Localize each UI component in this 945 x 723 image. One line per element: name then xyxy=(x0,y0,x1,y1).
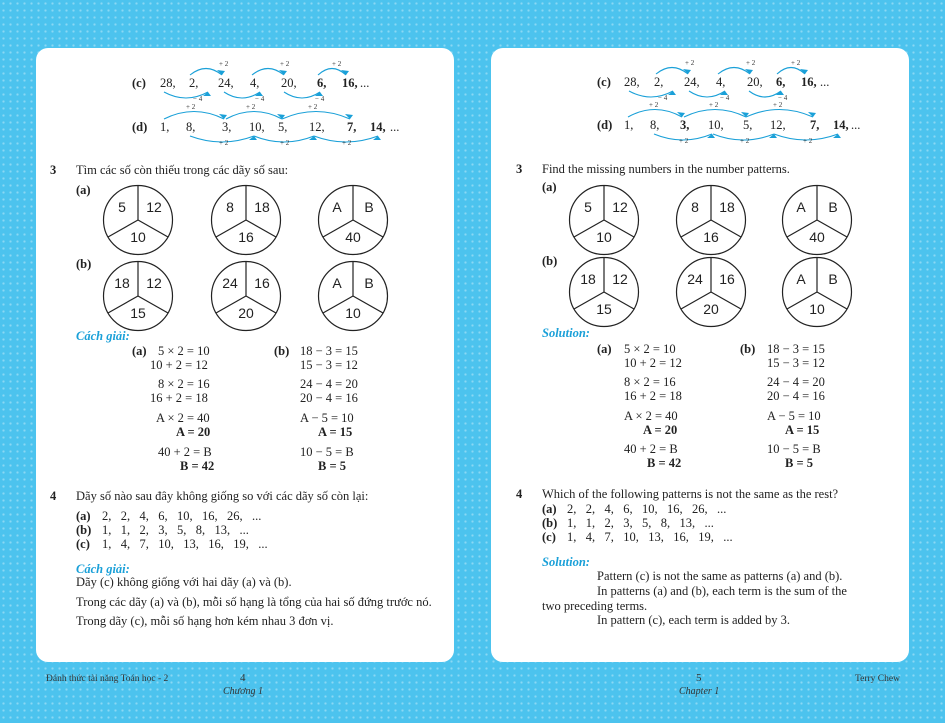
wheel-value: 24 xyxy=(222,275,238,291)
wheel-value: 18 xyxy=(719,199,735,215)
step-answer: B = 42 xyxy=(180,459,215,473)
wheel-value: 5 xyxy=(118,199,126,215)
solution-title: Cách giải: xyxy=(76,562,130,576)
wheel xyxy=(317,260,389,332)
solution-a-label: (a) xyxy=(132,344,147,358)
step-line: 10 − 5 = B xyxy=(767,442,821,456)
seq-c-bottom-label: − 4 xyxy=(315,95,325,103)
wheel-value: A xyxy=(796,199,806,215)
wheel xyxy=(675,256,747,328)
right-page xyxy=(491,48,909,662)
seq-c-bottom-label: − 4 xyxy=(193,95,203,103)
wheel-value: 12 xyxy=(612,199,628,215)
wheel-value: 10 xyxy=(130,229,146,245)
seq-d-term: 14, xyxy=(370,120,386,134)
seq-c-term: 28, xyxy=(160,76,176,90)
seq-d-bottom-label: + 2 xyxy=(803,137,813,145)
option-text: 2, 2, 4, 6, 10, 16, 26, ... xyxy=(567,502,727,516)
wheel-value: 12 xyxy=(146,275,162,291)
wheel xyxy=(317,184,389,256)
step-line: 15 − 3 = 12 xyxy=(300,358,358,372)
wheel-value: B xyxy=(828,199,838,215)
wheel-value: 16 xyxy=(238,229,254,245)
question-4-number: 4 xyxy=(516,487,523,501)
step-line: 18 − 3 = 15 xyxy=(767,342,825,356)
step-line: 16 + 2 = 18 xyxy=(150,391,208,405)
wheel-value: A xyxy=(332,275,342,291)
wheel-value: B xyxy=(828,271,838,287)
seq-d-bottom-label: + 2 xyxy=(740,137,750,145)
step-answer: B = 42 xyxy=(647,456,682,470)
solution-line: Trong các dãy (a) và (b), mỗi số hạng là tổng của hai số đứng trước nó. xyxy=(76,595,432,609)
wheel xyxy=(102,184,174,256)
wheel xyxy=(781,184,853,256)
seq-d-arrows xyxy=(491,48,909,168)
wheel-value: 16 xyxy=(719,271,735,287)
seq-c-term: 24, xyxy=(218,76,234,90)
question-3-number: 3 xyxy=(50,163,57,177)
step-line: 16 + 2 = 18 xyxy=(624,389,682,403)
step-line: 8 × 2 = 16 xyxy=(624,375,676,389)
solution-a-label: (a) xyxy=(597,342,612,356)
seq-c-bottom-label: − 4 xyxy=(658,94,668,102)
solution-line: In pattern (c), each term is added by 3. xyxy=(597,613,790,627)
question-4-number: 4 xyxy=(50,489,57,503)
footer-book-title: Đánh thức tài năng Toán học - 2 xyxy=(46,674,169,684)
seq-c-top-label: + 2 xyxy=(746,59,756,67)
wheel-value: 16 xyxy=(703,229,719,245)
seq-c-top-label: + 2 xyxy=(219,60,229,68)
question-3-text: Tìm các số còn thiếu trong các dãy số sau: xyxy=(76,163,289,177)
solution-title: Solution: xyxy=(542,555,590,569)
seq-c-bottom-label: − 4 xyxy=(720,94,730,102)
solution-line: Trong dãy (c), mỗi số hạng hơn kém nhau 3 đơn vị. xyxy=(76,614,334,628)
seq-d-top-label: + 2 xyxy=(186,103,196,111)
solution-line: two preceding terms. xyxy=(542,599,648,613)
question-3a-label: (a) xyxy=(76,183,91,197)
seq-d-term: 3, xyxy=(680,118,690,132)
wheel xyxy=(675,184,747,256)
seq-d-term: ... xyxy=(851,118,861,132)
seq-d-top-label: + 2 xyxy=(246,103,256,111)
seq-c-term: ... xyxy=(360,76,370,90)
seq-c-top-label: + 2 xyxy=(685,59,695,67)
solution-title: Solution: xyxy=(542,326,590,340)
seq-d-term: 7, xyxy=(347,120,357,134)
option-text: 1, 4, 7, 10, 13, 16, 19, ... xyxy=(102,537,268,551)
option-text: 1, 1, 2, 3, 5, 8, 13, ... xyxy=(567,516,714,530)
wheel-value: 18 xyxy=(580,271,596,287)
seq-d-top-label: + 2 xyxy=(709,101,719,109)
solution-b-label: (b) xyxy=(740,342,756,356)
seq-d-term: 1, xyxy=(624,118,634,132)
seq-d-term: 12, xyxy=(770,118,786,132)
solution-line: Dãy (c) không giống với hai dãy (a) và (b). xyxy=(76,575,292,589)
step-line: 40 + 2 = B xyxy=(158,445,212,459)
option-text: 1, 4, 7, 10, 13, 16, 19, ... xyxy=(567,530,733,544)
wheel-value: 10 xyxy=(345,305,361,321)
sequence-c-label: (c) xyxy=(597,75,611,89)
step-answer: A = 20 xyxy=(643,423,678,437)
seq-d-term: 8, xyxy=(650,118,660,132)
step-line: 20 − 4 = 16 xyxy=(767,389,825,403)
step-answer: A = 15 xyxy=(785,423,820,437)
sequence-d-label: (d) xyxy=(597,118,613,132)
seq-d-term: 7, xyxy=(810,118,820,132)
wheel xyxy=(210,184,282,256)
seq-c-term: 2, xyxy=(189,76,199,90)
seq-c-top-label: + 2 xyxy=(791,59,801,67)
seq-d-top-label: + 2 xyxy=(649,101,659,109)
step-line: 5 × 2 = 10 xyxy=(158,344,210,358)
wheel xyxy=(102,260,174,332)
step-line: A − 5 = 10 xyxy=(300,411,354,425)
question-4-text: Dãy số nào sau đây không giống so với các dãy số còn lại: xyxy=(76,489,369,503)
seq-d-top-label: + 2 xyxy=(308,103,318,111)
wheel-value: 20 xyxy=(238,305,254,321)
question-3a-label: (a) xyxy=(542,180,557,194)
wheel-value: B xyxy=(364,199,374,215)
seq-c-term: 16, xyxy=(801,75,817,89)
footer-author: Terry Chew xyxy=(855,674,900,684)
solution-b-label: (b) xyxy=(274,344,290,358)
step-line: A − 5 = 10 xyxy=(767,409,821,423)
seq-d-term: 5, xyxy=(278,120,288,134)
step-line: 40 + 2 = B xyxy=(624,442,678,456)
seq-c-term: 24, xyxy=(684,75,700,89)
option-text: 2, 2, 4, 6, 10, 16, 26, ... xyxy=(102,509,262,523)
option-label: (b) xyxy=(542,516,558,530)
seq-d-term: 12, xyxy=(309,120,325,134)
wheel-value: 12 xyxy=(146,199,162,215)
solution-title: Cách giải: xyxy=(76,329,130,343)
wheel-value: 40 xyxy=(345,229,361,245)
seq-d-arrows xyxy=(36,48,454,168)
seq-c-term: 4, xyxy=(250,76,260,90)
option-label: (a) xyxy=(542,502,557,516)
step-line: 24 − 4 = 20 xyxy=(300,377,358,391)
question-4-text: Which of the following patterns is not the same as the rest? xyxy=(542,487,839,501)
seq-d-top-label: + 2 xyxy=(773,101,783,109)
footer-chapter: Chương 1 xyxy=(223,686,263,697)
seq-d-term: 14, xyxy=(833,118,849,132)
step-line: 24 − 4 = 20 xyxy=(767,375,825,389)
seq-d-term: ... xyxy=(390,120,400,134)
seq-c-term: ... xyxy=(820,75,830,89)
step-line: 5 × 2 = 10 xyxy=(624,342,676,356)
seq-d-term: 8, xyxy=(186,120,196,134)
step-line: 10 + 2 = 12 xyxy=(150,358,208,372)
sequence-d-label: (d) xyxy=(132,120,148,134)
wheel-value: 18 xyxy=(254,199,270,215)
step-line: A × 2 = 40 xyxy=(156,411,210,425)
sequence-c-label: (c) xyxy=(132,76,146,90)
seq-c-bottom-label: − 4 xyxy=(255,95,265,103)
seq-d-bottom-label: + 2 xyxy=(280,139,290,147)
question-3-text: Find the missing numbers in the number patterns. xyxy=(542,162,790,176)
seq-d-term: 3, xyxy=(222,120,232,134)
seq-d-term: 5, xyxy=(743,118,753,132)
seq-c-term: 16, xyxy=(342,76,358,90)
wheel-value: 15 xyxy=(596,301,612,317)
step-line: 8 × 2 = 16 xyxy=(158,377,210,391)
seq-c-term: 4, xyxy=(716,75,726,89)
wheel-value: 40 xyxy=(809,229,825,245)
left-page xyxy=(36,48,454,662)
option-label: (c) xyxy=(542,530,556,544)
wheel-value: 5 xyxy=(584,199,592,215)
seq-d-term: 1, xyxy=(160,120,170,134)
step-line: 20 − 4 = 16 xyxy=(300,391,358,405)
wheel xyxy=(781,256,853,328)
question-3-number: 3 xyxy=(516,162,523,176)
seq-c-term: 20, xyxy=(281,76,297,90)
step-line: 15 − 3 = 12 xyxy=(767,356,825,370)
wheel-value: 20 xyxy=(703,301,719,317)
wheel xyxy=(568,184,640,256)
seq-d-term: 10, xyxy=(708,118,724,132)
seq-c-term: 2, xyxy=(654,75,664,89)
seq-d-bottom-label: + 2 xyxy=(219,139,229,147)
step-answer: B = 5 xyxy=(785,456,813,470)
wheel-value: 8 xyxy=(691,199,699,215)
option-label: (a) xyxy=(76,509,91,523)
seq-d-bottom-label: + 2 xyxy=(342,139,352,147)
wheel-value: B xyxy=(364,275,374,291)
seq-c-term: 6, xyxy=(776,75,786,89)
seq-d-bottom-label: + 2 xyxy=(679,137,689,145)
footer-chapter: Chapter 1 xyxy=(679,686,720,697)
step-answer: A = 15 xyxy=(318,425,353,439)
question-3b-label: (b) xyxy=(76,257,92,271)
wheel-value: 10 xyxy=(809,301,825,317)
wheel-value: 16 xyxy=(254,275,270,291)
seq-c-term: 6, xyxy=(317,76,327,90)
wheel xyxy=(568,256,640,328)
seq-c-top-label: + 2 xyxy=(332,60,342,68)
wheel-value: 10 xyxy=(596,229,612,245)
seq-c-term: 28, xyxy=(624,75,640,89)
wheel-value: 15 xyxy=(130,305,146,321)
step-answer: A = 20 xyxy=(176,425,211,439)
footer-page-number: 4 xyxy=(240,672,246,684)
wheel-value: 8 xyxy=(226,199,234,215)
wheel-value: 18 xyxy=(114,275,130,291)
wheel-value: A xyxy=(796,271,806,287)
footer-page-number: 5 xyxy=(696,672,702,684)
option-label: (c) xyxy=(76,537,90,551)
wheel xyxy=(210,260,282,332)
step-line: A × 2 = 40 xyxy=(624,409,678,423)
option-text: 1, 1, 2, 3, 5, 8, 13, ... xyxy=(102,523,249,537)
seq-d-term: 10, xyxy=(249,120,265,134)
solution-line: In patterns (a) and (b), each term is the sum of the xyxy=(597,584,847,598)
seq-c-bottom-label: − 4 xyxy=(778,94,788,102)
seq-c-term: 20, xyxy=(747,75,763,89)
wheel-value: A xyxy=(332,199,342,215)
step-answer: B = 5 xyxy=(318,459,346,473)
step-line: 10 + 2 = 12 xyxy=(624,356,682,370)
option-label: (b) xyxy=(76,523,92,537)
question-3b-label: (b) xyxy=(542,254,558,268)
wheel-value: 24 xyxy=(687,271,703,287)
step-line: 18 − 3 = 15 xyxy=(300,344,358,358)
seq-c-top-label: + 2 xyxy=(280,60,290,68)
solution-line: Pattern (c) is not the same as patterns (a) and (b). xyxy=(597,569,843,583)
wheel-value: 12 xyxy=(612,271,628,287)
step-line: 10 − 5 = B xyxy=(300,445,354,459)
